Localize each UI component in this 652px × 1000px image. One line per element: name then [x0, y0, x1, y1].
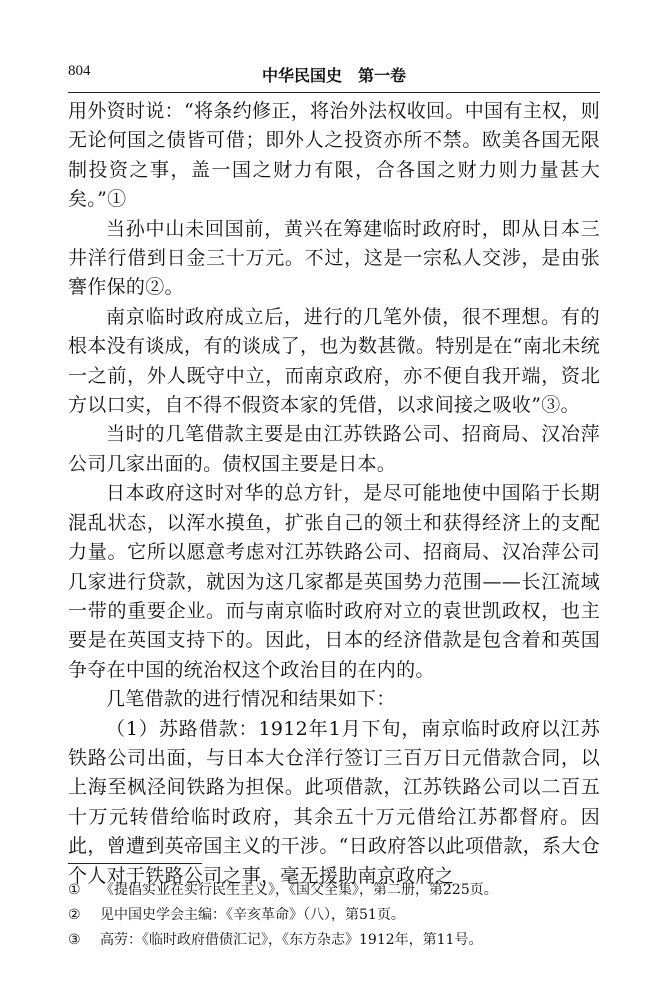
footnote-text: 《提倡实业在实行民生主义》，《国父全集》，第二册，第225页。	[100, 882, 498, 898]
paragraph: 日本政府这时对华的总方针，是尽可能地使中国陷于长期混乱状态，以浑水摸鱼，扩张自己的领土和获得经济上的支配力量。它所以愿意考虑对江苏铁路公司、招商局、汉冶萍公司几家进行贷款，就因为这几家都是英国势力范围——长江流域一带的重要企业。而与南京临时政府对立的袁世凯政权，也主要是在英国支持下的。因此，日本的经济借款是包含着和英国争夺在中国的统治权这个政治目的在内的。	[68, 482, 600, 681]
paragraph: 几笔借款的进行情况和结果如下：	[106, 688, 396, 711]
footnote-text: 见中国史学会主编：《辛亥革命》（八），第51页。	[100, 907, 405, 923]
main-text	[68, 97, 600, 891]
header-rule	[68, 92, 600, 93]
paragraph: 当时的几笔借款主要是由江苏铁路公司、招商局、汉冶萍公司几家出面的。债权国主要是日本。	[68, 423, 600, 475]
footnote	[68, 878, 600, 903]
paragraph: （1）苏路借款：1912年1月下旬，南京临时政府以江苏铁路公司出面，与日本大仓洋行签订三百万日元借款合同，以上海至枫泾间铁路为担保。此项借款，江苏铁路公司以二百五十万元转借给临时政府，其余五十万元借给江苏都督府。因此，曾遭到英帝国主义的干涉。“日政府答以此项借款，系大仓个人对于铁路公司之事，毫无援助南京政府之	[68, 717, 600, 887]
paragraph: 南京临时政府成立后，进行的几笔外债，很不理想。有的根本没有谈成，有的谈成了，也为数甚微。特别是在“南北未统一之前，外人既守中立，而南京政府，亦不便自我开端，资北方以口实，自不得不假资本家的凭借，以求间接之吸收”③。	[68, 305, 600, 417]
footnote	[68, 903, 600, 928]
page-number: 804	[68, 63, 91, 79]
paragraph: 用外资时说：“将条约修正，将治外法权收回。中国有主权，则无论何国之债皆可借；即外人之投资亦所不禁。欧美各国无限制投资之事，盖一国之财力有限，合各国之财力则力量甚大矣。”①	[68, 100, 600, 211]
running-title: 中华民国史 第一卷	[261, 66, 406, 85]
footnote-text: 高劳：《临时政府借债汇记》，《东方杂志》1912年，第11号。	[100, 932, 483, 948]
footnote-rule	[68, 863, 202, 864]
paragraph: 当孙中山未回国前，黄兴在筹建临时政府时，即从日本三井洋行借到日金三十万元。不过，这是一宗私人交涉，是由张謇作保的②。	[68, 217, 600, 299]
footnotes	[68, 878, 600, 953]
footnote-mark: ③	[68, 932, 81, 948]
footnote	[68, 928, 600, 953]
page-header	[68, 63, 600, 87]
footnote-mark: ②	[68, 907, 81, 923]
footnote-mark: ①	[68, 882, 81, 898]
